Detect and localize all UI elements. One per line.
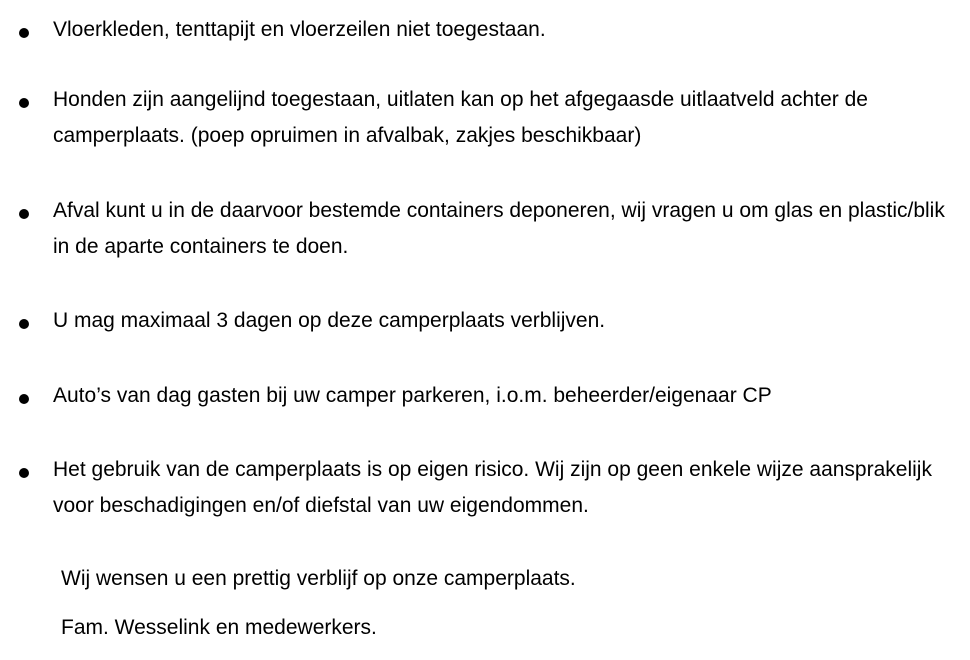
bullet-icon <box>19 209 29 219</box>
closing-signature: Fam. Wesselink en medewerkers. <box>61 616 377 639</box>
bullet-icon <box>19 98 29 108</box>
rule-text: U mag maximaal 3 dagen op deze camperplaats verblijven. <box>53 309 606 332</box>
rule-text: Afval kunt u in de daarvoor bestemde containers deponeren, wij vragen u om glas en plastic/blik in de aparte containers te doen. <box>53 199 945 258</box>
bullet-icon <box>19 394 29 404</box>
bullet-icon <box>19 468 29 478</box>
rule-text: Vloerkleden, tenttapijt en vloerzeilen niet toegestaan. <box>53 18 546 41</box>
closing-wish: Wij wensen u een prettig verblijf op onze camperplaats. <box>61 567 576 590</box>
rule-text: Het gebruik van de camperplaats is op eigen risico. Wij zijn op geen enkele wijze aansprakelijk voor beschadigingen en/of diefstal van uw eigendommen. <box>53 458 932 517</box>
bullet-icon <box>19 319 29 329</box>
rule-text: Honden zijn aangelijnd toegestaan, uitlaten kan op het afgegaasde uitlaatveld achter de camperplaats. (poep opruimen in afvalbak, zakjes beschikbaar) <box>53 88 868 147</box>
bullet-icon <box>19 28 29 38</box>
rule-text: Auto’s van dag gasten bij uw camper parkeren, i.o.m. beheerder/eigenaar CP <box>53 384 772 407</box>
